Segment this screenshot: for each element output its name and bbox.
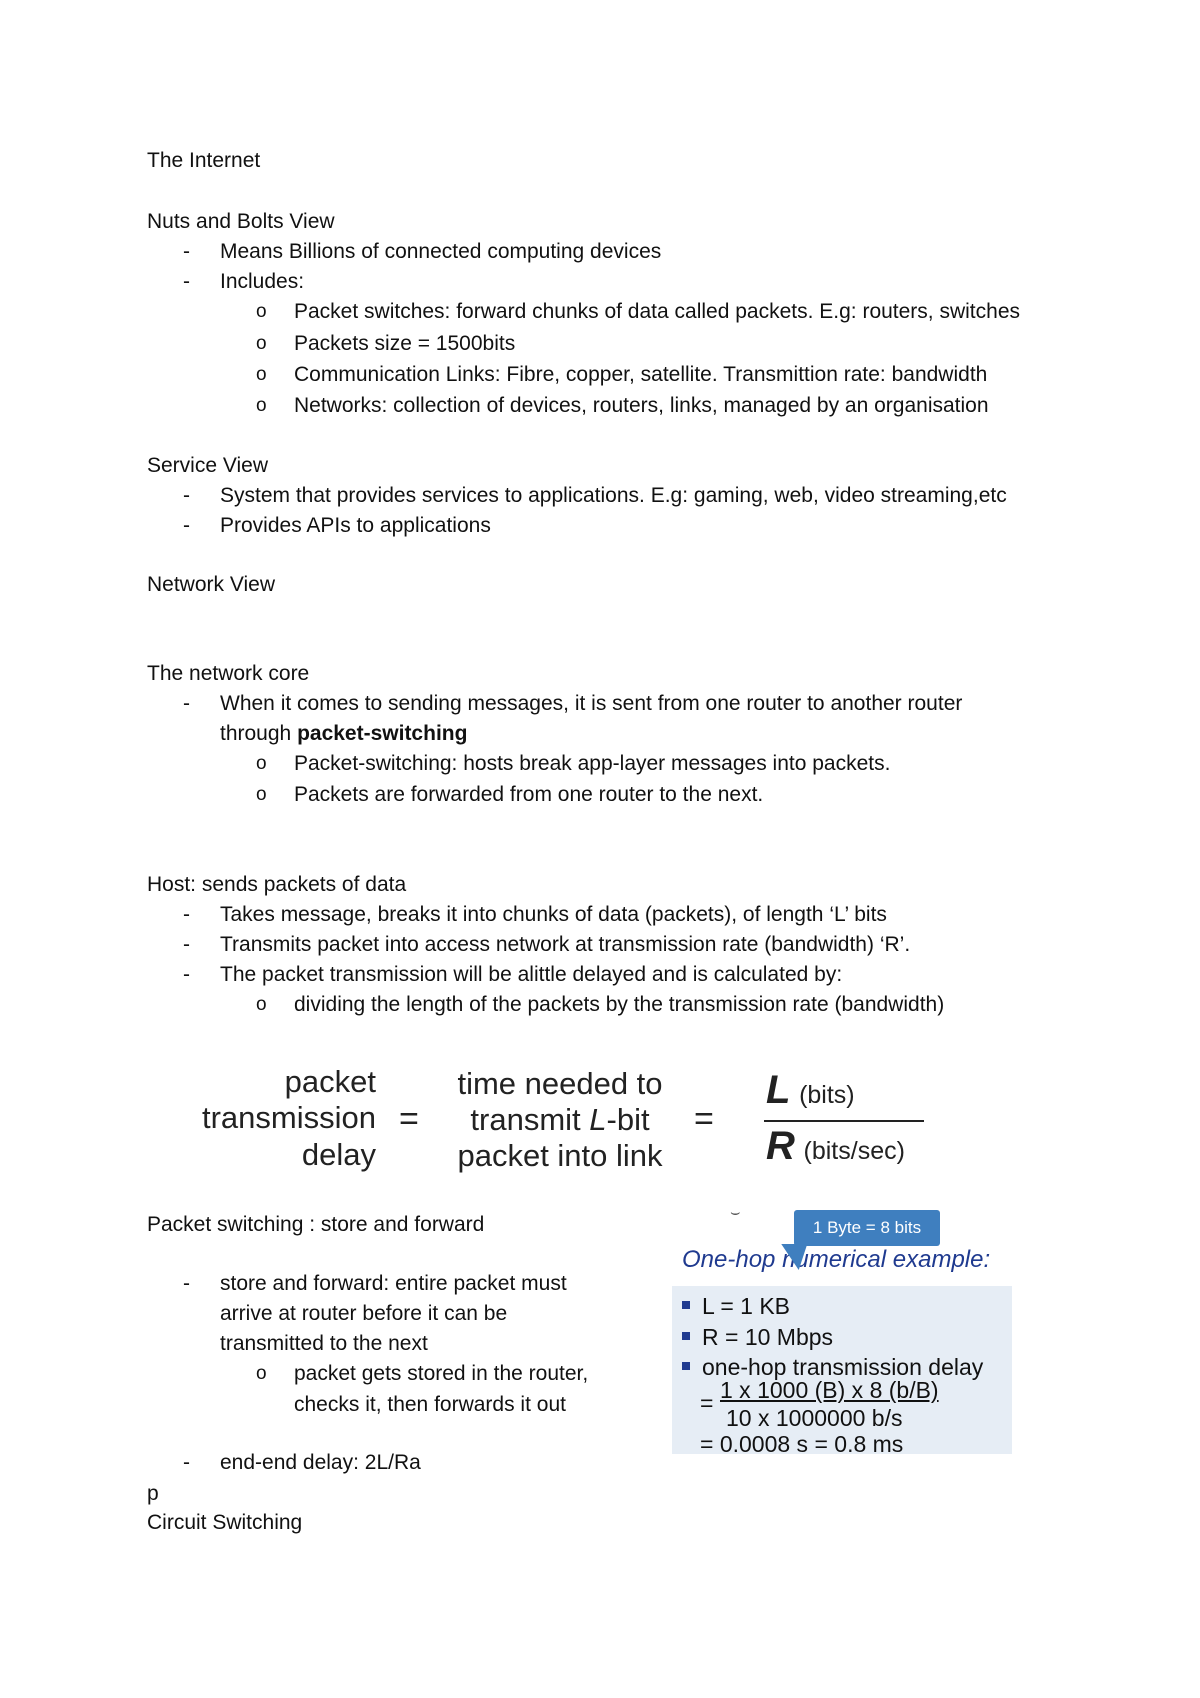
tilde-icon: ⌣	[730, 1204, 741, 1221]
formula-middle-line: time needed to	[457, 1066, 663, 1101]
dash-marker: -	[183, 1272, 190, 1295]
text-span: L = 1 KB	[702, 1293, 791, 1319]
sub-list-item: dividing the length of the packets by the transmission rate (bandwidth)	[294, 993, 945, 1016]
sub-list-item: packet gets stored in the router,	[294, 1362, 589, 1385]
dash-marker: -	[183, 270, 190, 293]
section-heading-service: Service View	[147, 454, 268, 477]
equals-sign: =	[399, 1100, 419, 1138]
var-l: L	[766, 1068, 791, 1112]
sub-list-item: Communication Links: Fibre, copper, satellite. Transmittion rate: bandwidth	[294, 363, 988, 386]
dash-marker: -	[183, 240, 190, 263]
one-hop-example	[672, 1204, 1012, 1457]
list-item-continued: arrive at router before it can be	[220, 1302, 508, 1325]
text-span: one-hop transmission delay	[702, 1354, 984, 1380]
formula-left-line: packet	[284, 1064, 376, 1099]
text-span: -bit	[606, 1102, 650, 1137]
list-item: store and forward: entire packet must	[220, 1272, 567, 1295]
section-heading-nuts: Nuts and Bolts View	[147, 210, 335, 233]
dash-marker: -	[183, 933, 190, 956]
circle-marker: o	[256, 333, 267, 354]
dash-marker: -	[183, 514, 190, 537]
callout-bubble: 1 Byte = 8 bits	[794, 1210, 940, 1246]
example-numerator: 1 x 1000 (B) x 8 (b/B)	[720, 1377, 939, 1403]
sub-list-item: Packet switches: forward chunks of data called packets. E.g: routers, switches	[294, 300, 1020, 323]
fraction-line	[764, 1120, 924, 1122]
stray-character: p	[147, 1482, 159, 1505]
circle-marker: o	[256, 1363, 267, 1384]
var-r: R	[766, 1124, 795, 1168]
circle-marker: o	[256, 994, 267, 1015]
numerator	[766, 1068, 855, 1113]
dash-marker: -	[183, 692, 190, 715]
square-bullet-icon	[682, 1332, 690, 1340]
text-span: R = 10 Mbps	[702, 1324, 834, 1350]
bold-term: packet-switching	[297, 722, 468, 745]
section-heading-host: Host: sends packets of data	[147, 873, 407, 896]
unit-bits: (bits)	[799, 1081, 855, 1109]
section-heading-core: The network core	[147, 662, 310, 685]
circle-marker: o	[256, 301, 267, 322]
list-item-continued	[220, 720, 467, 747]
circle-marker: o	[256, 784, 267, 805]
list-item: Transmits packet into access network at transmission rate (bandwidth) ‘R’.	[220, 933, 911, 956]
sub-list-item: Networks: collection of devices, routers, links, managed by an organisation	[294, 394, 989, 417]
section-heading-circuit: Circuit Switching	[147, 1511, 303, 1534]
list-item: Takes message, breaks it into chunks of data (packets), of length ‘L’ bits	[220, 903, 887, 926]
list-item: Provides APIs to applications	[220, 514, 491, 537]
circle-marker: o	[256, 364, 267, 385]
list-item: System that provides services to applications. E.g: gaming, web, video streaming,etc	[220, 484, 1007, 507]
equals-sign: =	[694, 1100, 714, 1138]
example-line-r	[682, 1323, 833, 1351]
sub-list-item: Packets are forwarded from one router to the next.	[294, 783, 764, 806]
square-bullet-icon	[682, 1301, 690, 1309]
dash-marker: -	[183, 903, 190, 926]
example-line-l	[682, 1292, 790, 1320]
list-item: Means Billions of connected computing devices	[220, 240, 662, 263]
example-denominator: 10 x 1000000 b/s	[726, 1405, 903, 1431]
example-eq-sign: =	[700, 1390, 714, 1416]
text-span: transmit	[470, 1102, 590, 1137]
list-item: When it comes to sending messages, it is sent from one router to another router	[220, 692, 963, 715]
formula-middle-line: packet into link	[457, 1138, 663, 1173]
section-heading-network-view: Network View	[147, 573, 275, 596]
dash-marker: -	[183, 963, 190, 986]
list-item: end-end delay: 2L/Ra	[220, 1451, 421, 1474]
section-heading-store-forward: Packet switching : store and forward	[147, 1213, 485, 1236]
text-span: through	[220, 722, 298, 745]
dash-marker: -	[183, 1451, 190, 1474]
list-item: Includes:	[220, 270, 305, 293]
dash-marker: -	[183, 484, 190, 507]
example-result: = 0.0008 s = 0.8 ms	[700, 1431, 904, 1457]
denominator	[766, 1124, 905, 1169]
sub-list-item-continued: checks it, then forwards it out	[294, 1393, 566, 1416]
square-bullet-icon	[682, 1362, 690, 1370]
circle-marker: o	[256, 395, 267, 416]
circle-marker: o	[256, 753, 267, 774]
var-l: L	[589, 1102, 607, 1137]
formula-left-line: delay	[301, 1137, 376, 1172]
list-item-continued: transmitted to the next	[220, 1332, 428, 1355]
sub-list-item: Packets size = 1500bits	[294, 332, 516, 355]
formula-left-line: transmission	[202, 1100, 376, 1135]
formula-middle-line	[440, 1102, 680, 1138]
list-item: The packet transmission will be alittle delayed and is calculated by:	[220, 963, 843, 986]
example-title: One-hop numerical example:	[682, 1246, 991, 1273]
unit-bits-per-sec: (bits/sec)	[803, 1137, 905, 1165]
document-title: The Internet	[147, 149, 261, 172]
sub-list-item: Packet-switching: hosts break app-layer messages into packets.	[294, 752, 891, 775]
